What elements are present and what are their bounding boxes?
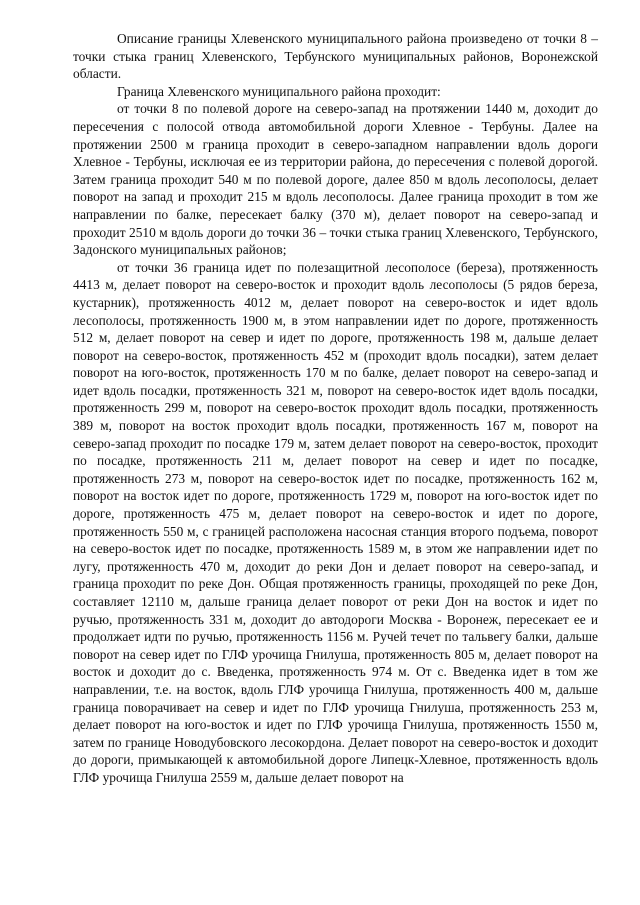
segment-from-point-8-paragraph: от точки 8 по полевой дороге на северо-запад на протяжении 1440 м, доходит до пересечения с полосой отвода автомобильной дороги Хлевное - Тербуны. Далее на протяжении 2500 м граница проходит в северо-западном направлении вдоль дороги Хлевное - Тербуны, исключая ее из территории района, до пересечения с полевой дорогой. Затем граница проходит 540 м по полевой дороге, далее 850 м вдоль лесополосы, делает поворот на запад и проходит 215 м вдоль лесополосы. Далее граница проходит в том же направлении по балке, пересекает балку (370 м), делает поворот на северо-запад и проходит 2510 м вдоль дороги до точки 36 – точки стыка границ Хлевенского, Тербунского, Задонского муниципальных районов; — [73, 101, 598, 258]
intro-paragraph: Описание границы Хлевенского муниципального района произведено от точки 8 – точки стыка границ Хлевенского, Тербунского муниципальных районов, Воронежской области. — [73, 31, 598, 82]
boundary-heading-paragraph: Граница Хлевенского муниципального района проходит: — [117, 83, 441, 99]
segment-from-point-36-paragraph: от точки 36 граница идет по полезащитной лесополосе (береза), протяженность 4413 м, делает поворот на северо-восток и проходит вдоль лесополосы (5 рядов береза, кустарник), протяженность 4012 м, делает поворот на северо-восток и идет вдоль лесополосы, протяженность 1900 м, в этом направлении идет по дороге, протяженность 512 м, делает поворот на север и идет по дороге, протяженность 198 м, дальше делает поворот на северо-восток, протяженность 452 м (проходит вдоль посадки), затем делает поворот на юго-восток, протяженность 170 м по балке, делает поворот на северо-запад и идет вдоль посадки, протяженность 321 м, поворот на северо-восток идет вдоль посадки, протяженность 299 м, поворот на северо-восток проходит вдоль посадки, протяженность 389 м, поворот на восток проходит вдоль посадки, протяженность 167 м, поворот на северо-запад проходит по посадке 179 м, затем делает поворот на северо-восток, проходит по посадке, протяженность 211 м, делает поворот на север и идет по посадке, протяженность 273 м, поворот на северо-восток идет по посадке, протяженность 162 м, поворот на восток идет по дороге, протяженность 1729 м, поворот на юго-восток идет по дороге, протяженность 475 м, делает поворот на северо-восток и идет по дороге, протяженность 550 м, с границей расположена насосная станция второго подъема, поворот на северо-восток идет по посадке, протяженность 1589 м, в этом же направлении идет по лугу, протяженность 470 м, доходит до реки Дон и делает поворот на северо-запад, и граница проходит по реке Дон. Общая протяженность границы, проходящей по реке Дон, составляет 12110 м, дальше граница делает поворот от реки Дон на восток и идет по ручью, протяженность 331 м, доходит до автодороги Москва - Воронеж, пересекает ее и продолжает идти по ручью, протяженность 1156 м. Ручей течет по тальвегу балки, дальше поворот на север идет по ГЛФ урочища Гнилуша, протяженность 805 м, делает поворот на восток и доходит до с. Введенка, протяженность 974 м. От с. Введенка идет в том же направлении, т.е. на восток, вдоль ГЛФ урочища Гнилуша, протяженность 400 м, дальше граница поворачивает на север и идет по ГЛФ урочища Гнилуша, протяженность 253 м, делает поворот на юго-восток и идет по ГЛФ урочища Гнилуша, протяженность 1550 м, затем по границе Новодубовского лесокордона. Делает поворот на северо-восток и доходит до дороги, примыкающей к автомобильной дороге Липецк-Хлевное, протяженность вдоль ГЛФ урочища Гнилуша 2559 м, дальше делает поворот на — [73, 259, 598, 785]
